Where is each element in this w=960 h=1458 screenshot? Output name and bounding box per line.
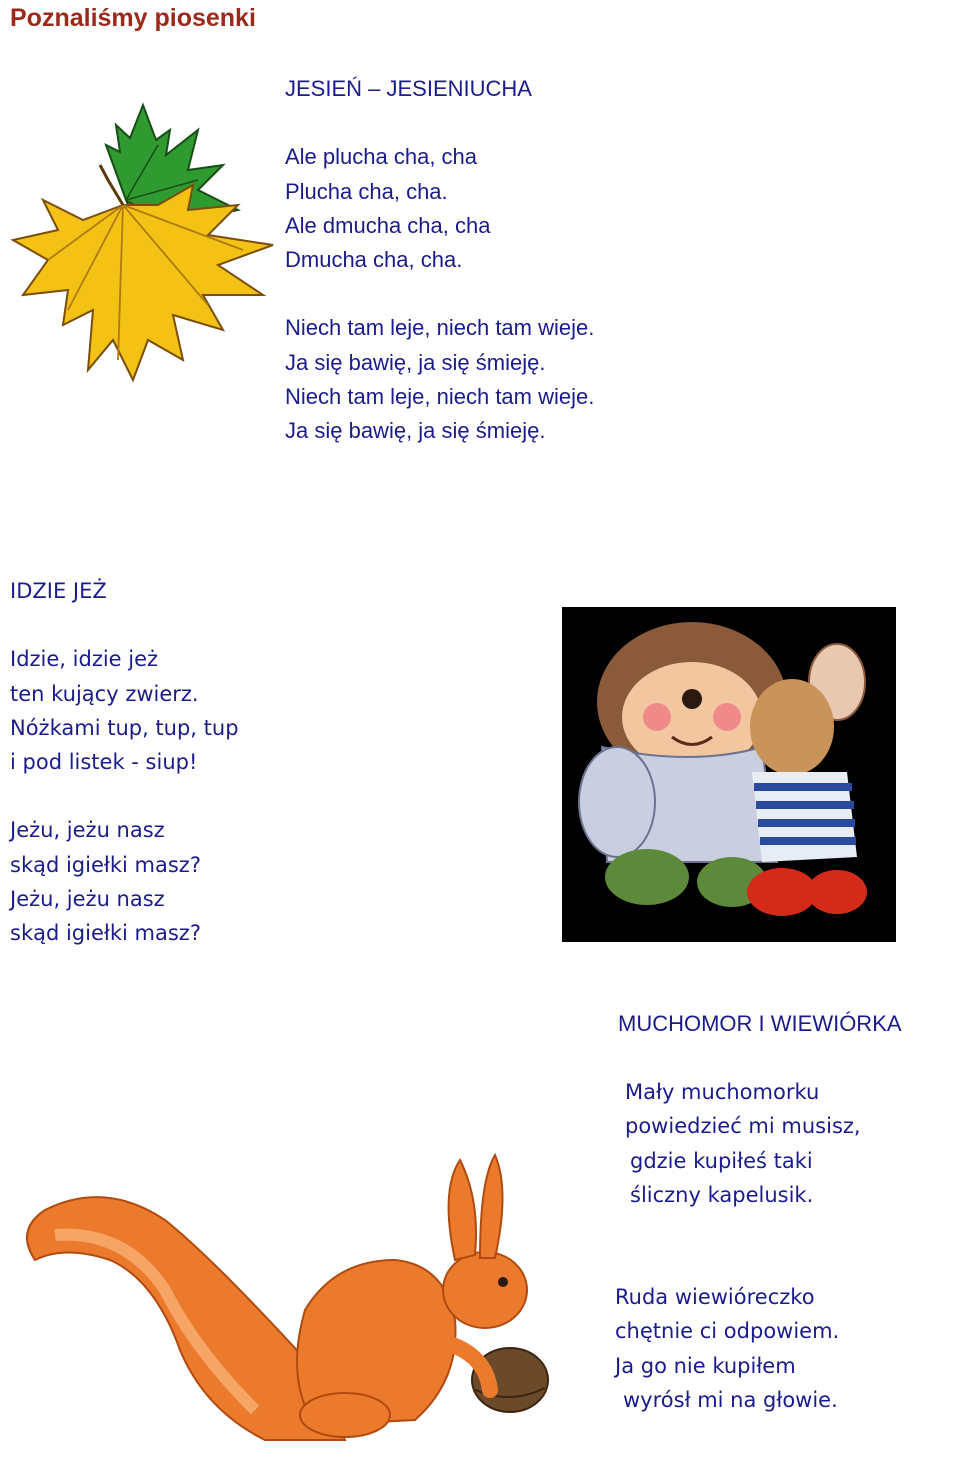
lyric-line: Ale dmucha cha, cha [285,212,491,238]
song-idzie-jez [10,574,239,951]
lyric-line: Niech tam leje, niech tam wieje. [285,315,595,341]
lyric-line: Ruda wiewióreczko [615,1285,815,1309]
lyric-line: skąd igiełki masz? [10,852,201,877]
lyric-line: gdzie kupiłeś taki [630,1148,813,1173]
lyric-line: Ja się bawię, ja się śmieję. [285,418,546,444]
stanza [615,1280,839,1417]
lyric-line: Mały muchomorku [625,1080,820,1104]
lyric-line: ten kujący zwierz. [10,681,199,706]
lyric-line: chętnie ci odpowiem. [615,1319,840,1344]
song-jesien [285,72,594,449]
lyric-line: Ja się bawię, ja się śmieję. [285,349,546,375]
autumn-leaves-illustration [8,70,280,390]
lyric-line: Jeżu, jeżu nasz [10,818,165,843]
stanza [625,1075,861,1212]
lyric-line: Idzie, idzie jeż [10,647,159,672]
lyric-line: powiedzieć mi musisz, [625,1114,861,1139]
lyric-line: Plucha cha, cha. [285,178,448,204]
lyric-line: i pod listek - siup! [10,750,198,775]
song-muchomor [618,1007,902,1041]
lyric-line: Ja go nie kupiłem [615,1353,796,1378]
lyric-line: Jeżu, jeżu nasz [10,887,165,912]
lyric-line: śliczny kapelusik. [630,1182,814,1207]
song-title: MUCHOMOR I WIEWIÓRKA [618,1011,902,1036]
squirrel-illustration [15,1150,560,1450]
lyric-line: Dmucha cha, cha. [285,247,463,273]
lyric-line: skąd igiełki masz? [10,921,201,946]
song-title: IDZIE JEŻ [10,579,107,603]
lyric-line: Nóżkami tup, tup, tup [10,715,239,740]
hedgehog-and-mouse-illustration [562,607,896,942]
page-title: Poznaliśmy piosenki [10,4,256,32]
song-title: JESIEŃ – JESIENIUCHA [285,76,532,101]
lyric-line: wyrósł mi na głowie. [623,1387,838,1412]
lyric-line: Niech tam leje, niech tam wieje. [285,384,595,410]
lyric-line: Ale plucha cha, cha [285,144,478,170]
